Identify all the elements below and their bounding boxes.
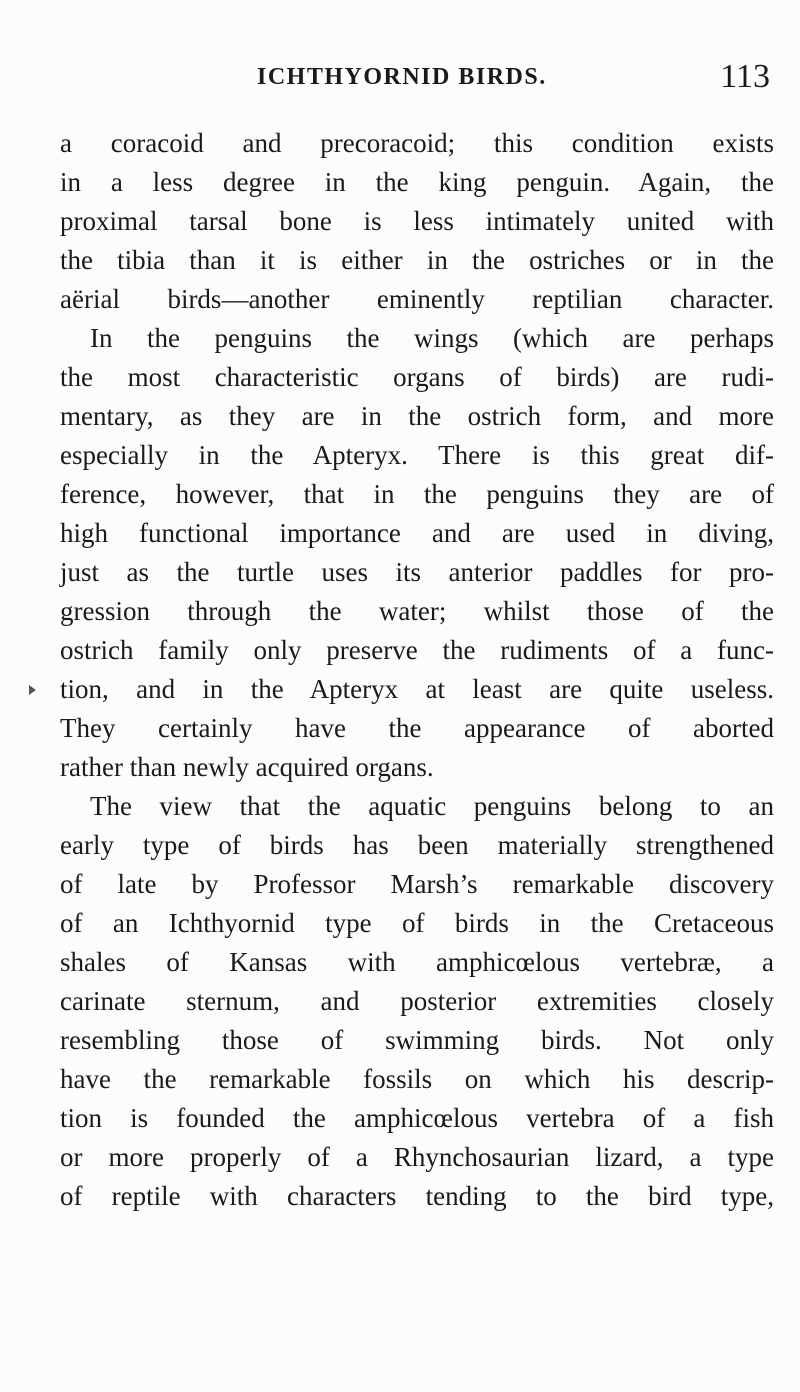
- text-line: of reptile with characters tending to the bird type,: [60, 1181, 774, 1211]
- page-number: 113: [720, 58, 770, 95]
- text-line: In the penguins the wings (which are perhaps: [90, 323, 774, 353]
- text-line: a coracoid and precoracoid; this condition exists: [60, 128, 774, 158]
- text-line: They certainly have the appearance of aborted: [60, 713, 774, 743]
- text-line: tion is founded the amphicœlous vertebra of a fish: [60, 1103, 774, 1133]
- text-line: proximal tarsal bone is less intimately united with: [60, 206, 774, 236]
- text-line: of an Ichthyornid type of birds in the Cretaceous: [60, 908, 774, 938]
- text-line: shales of Kansas with amphicœlous vertebræ, a: [60, 947, 774, 977]
- text-line: have the remarkable fossils on which his descrip-: [60, 1064, 774, 1094]
- text-line: the tibia than it is either in the ostriches or in the: [60, 245, 774, 275]
- text-line: just as the turtle uses its anterior paddles for pro-: [60, 557, 774, 587]
- text-line: aërial birds—another eminently reptilian character.: [60, 284, 774, 314]
- text-line: of late by Professor Marsh’s remarkable discovery: [60, 869, 774, 899]
- text-line: resembling those of swimming birds. Not only: [60, 1025, 774, 1055]
- text-line: carinate sternum, and posterior extremities closely: [60, 986, 774, 1016]
- running-head: [62, 58, 770, 98]
- text-line: high functional importance and are used in diving,: [60, 518, 774, 548]
- text-line: the most characteristic organs of birds) are rudi-: [60, 362, 774, 392]
- margin-mark-icon: [29, 685, 36, 695]
- text-line: The view that the aquatic penguins belong to an: [90, 791, 774, 821]
- text-line: rather than newly acquired organs.: [60, 752, 434, 782]
- text-line: or more properly of a Rhynchosaurian lizard, a type: [60, 1142, 774, 1172]
- body-text: [60, 124, 774, 1216]
- text-line: ference, however, that in the penguins they are of: [60, 479, 774, 509]
- running-title: ICHTHYORNID BIRDS.: [257, 64, 547, 90]
- text-line: ostrich family only preserve the rudiments of a func-: [60, 635, 774, 665]
- text-line: especially in the Apteryx. There is this great dif-: [60, 440, 774, 470]
- text-line: tion, and in the Apteryx at least are quite useless.: [60, 674, 774, 704]
- text-line: early type of birds has been materially strengthened: [60, 830, 774, 860]
- text-line: gression through the water; whilst those of the: [60, 596, 774, 626]
- text-line: in a less degree in the king penguin. Again, the: [60, 167, 774, 197]
- text-line: mentary, as they are in the ostrich form, and more: [60, 401, 774, 431]
